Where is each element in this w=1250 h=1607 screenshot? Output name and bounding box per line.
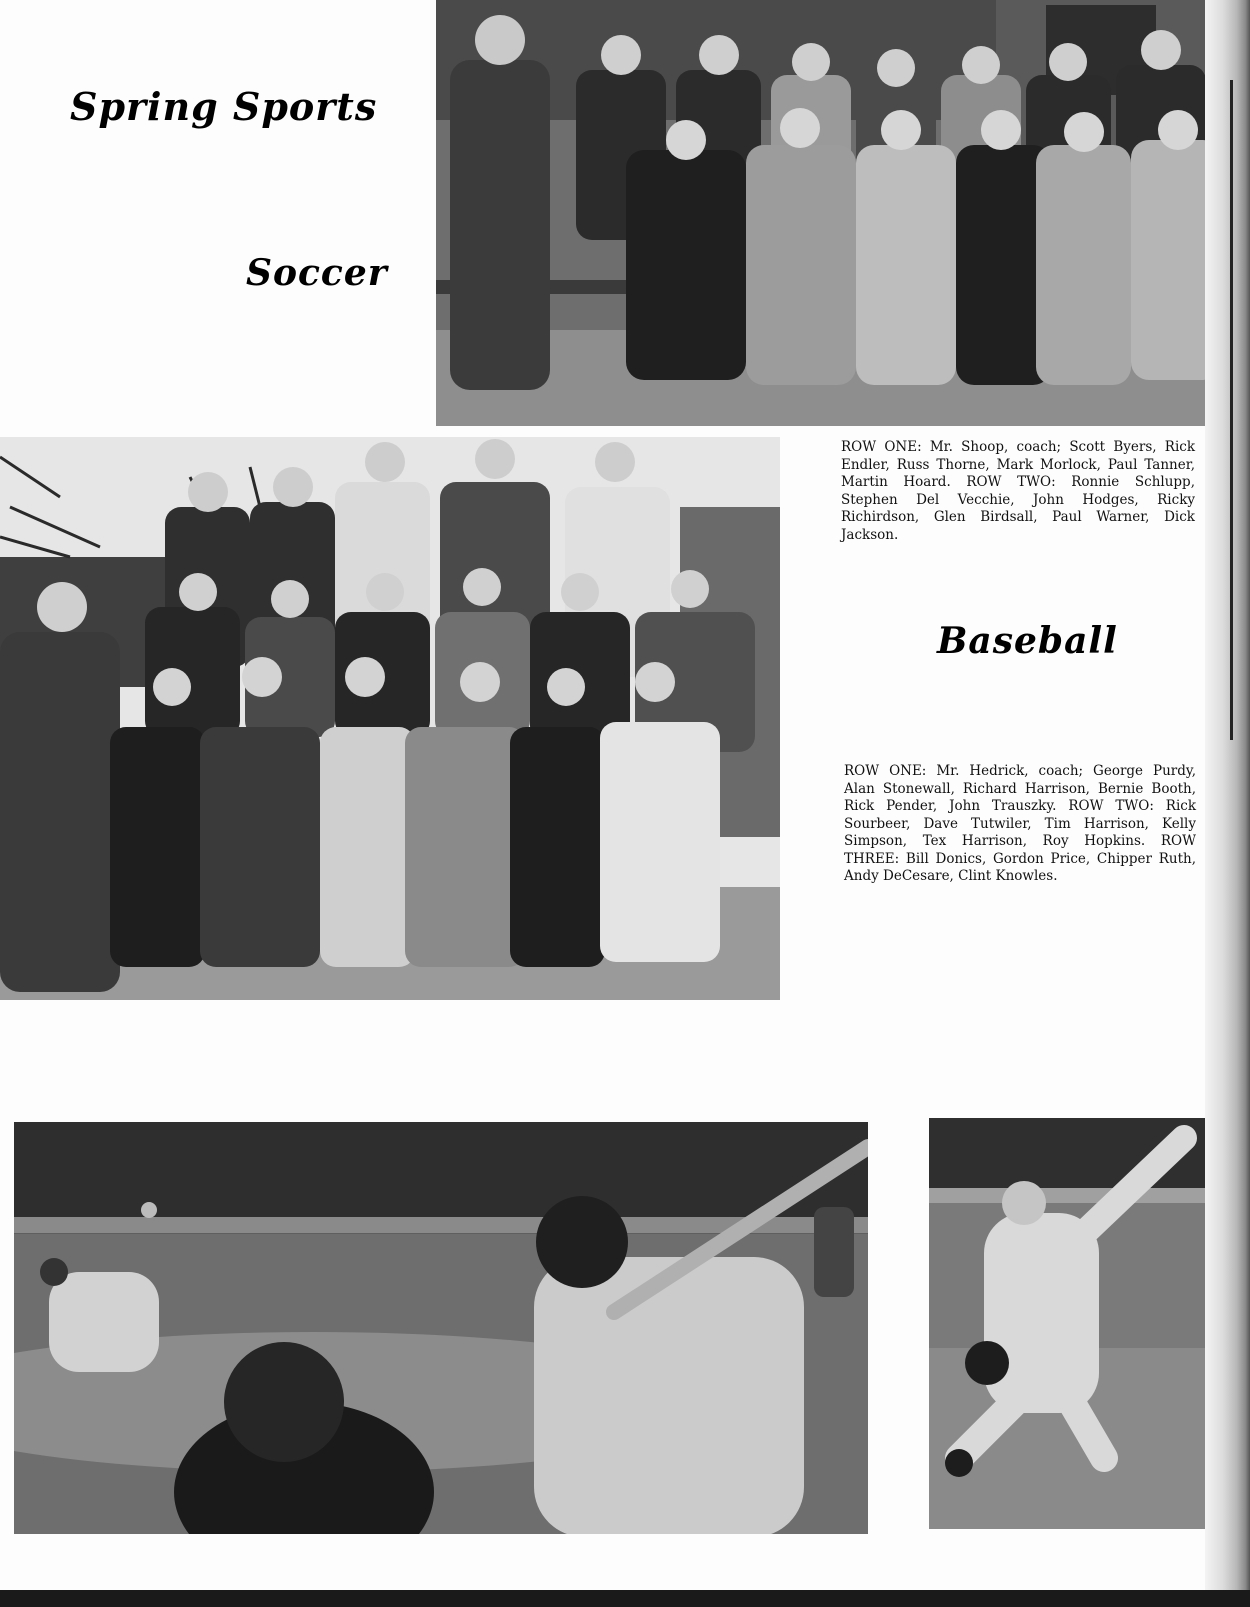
gutter-line: [1230, 80, 1233, 740]
batter-action-photo: [14, 1122, 868, 1534]
soccer-caption: ROW ONE: Mr. Shoop, coach; Scott Byers, Rick Endler, Russ Thorne, Mark Morlock, Paul Tanner, Martin Hoard. ROW TWO: Ronnie Schlupp, Stephen Del Vecchie, John Hodges, Ricky Richirdson, Glen Birdsall, Paul Warner, Dick Jackson.: [841, 439, 1195, 543]
book-spine-shadow: [1205, 0, 1250, 1607]
baseball-heading: Baseball: [937, 620, 1118, 662]
soccer-heading: Soccer: [246, 252, 388, 294]
baseball-caption: ROW ONE: Mr. Hedrick, coach; George Purdy, Alan Stonewall, Richard Harrison, Bernie Booth, Rick Pender, John Trauszky. ROW TWO: Rick Sourbeer, Dave Tutwiler, Tim Harrison, Kelly Simpson, Tex Harrison, Roy Hopkins. ROW THREE: Bill Donics, Gordon Price, Chipper Ruth, Andy DeCesare, Clint Knowles.: [844, 763, 1196, 884]
section-title: Spring Sports: [70, 84, 378, 129]
baseball-team-photo: [0, 437, 780, 1000]
page-bottom-edge: [0, 1590, 1250, 1607]
soccer-team-photo: [436, 0, 1232, 426]
pitcher-action-photo: [929, 1118, 1214, 1529]
